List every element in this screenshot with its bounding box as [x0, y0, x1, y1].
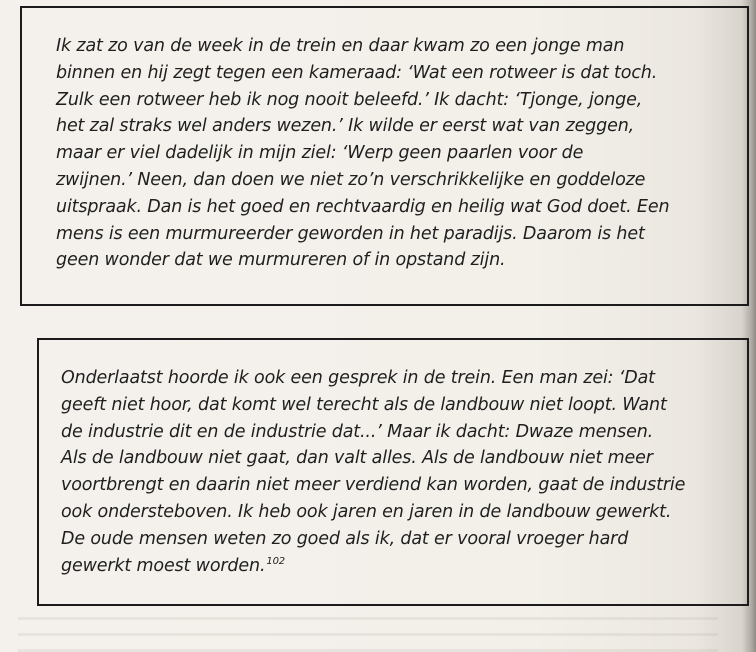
text-line-content: gewerkt moest worden. [61, 555, 266, 576]
text-line-last [61, 553, 685, 580]
text-line: binnen en hij zegt tegen een kameraad: ‘Wat een rotweer is dat toch. [56, 62, 658, 83]
text-line: geen wonder dat we murmureren of in opstand zijn. [56, 250, 506, 271]
text-line: Onderlaatst hoorde ik ook een gesprek in de trein. Een man zei: ‘Dat [61, 368, 655, 388]
text-line: maar er viel dadelijk in mijn ziel: ‘Werp geen paarlen voor de [56, 143, 584, 164]
text-line: zwijnen.’ Neen, dan doen we niet zo’n verschrikkelijke en goddeloze [56, 169, 646, 190]
text-line: het zal straks wel anders wezen.’ Ik wilde er eerst wat van zeggen, [56, 116, 635, 137]
text-line: uitspraak. Dan is het goed en rechtvaardig en heilig wat God doet. Een [56, 196, 670, 217]
bleed-through-text [18, 604, 718, 652]
text-line: De oude mensen weten zo goed als ik, dat er vooral vroeger hard [61, 528, 629, 549]
quote-box-2 [37, 338, 749, 606]
text-line: voortbrengt en daarin niet meer verdiend kan worden, gaat de industrie [61, 475, 686, 496]
text-line: Ik zat zo van de week in de trein en daar kwam zo een jonge man [56, 36, 625, 56]
text-line: de industrie dit en de industrie dat...’ Maar ik dacht: Dwaze mensen. [61, 421, 654, 442]
quote-box-1 [20, 6, 749, 306]
quote-text-2 [61, 365, 685, 579]
text-line: mens is een murmureerder geworden in het paradijs. Daarom is het [56, 223, 645, 244]
text-line: Zulk een rotweer heb ik nog nooit beleefd.’ Ik dacht: ‘Tjonge, jonge, [56, 89, 643, 110]
text-line: geeft niet hoor, dat komt wel terecht als de landbouw niet loopt. Want [61, 394, 667, 415]
footnote-marker: 102 [266, 555, 286, 567]
text-line: ook ondersteboven. Ik heb ook jaren en jaren in de landbouw gewerkt. [61, 501, 672, 522]
quote-text-1 [56, 33, 669, 274]
text-line: Als de landbouw niet gaat, dan valt alles. Als de landbouw niet meer [61, 448, 653, 469]
